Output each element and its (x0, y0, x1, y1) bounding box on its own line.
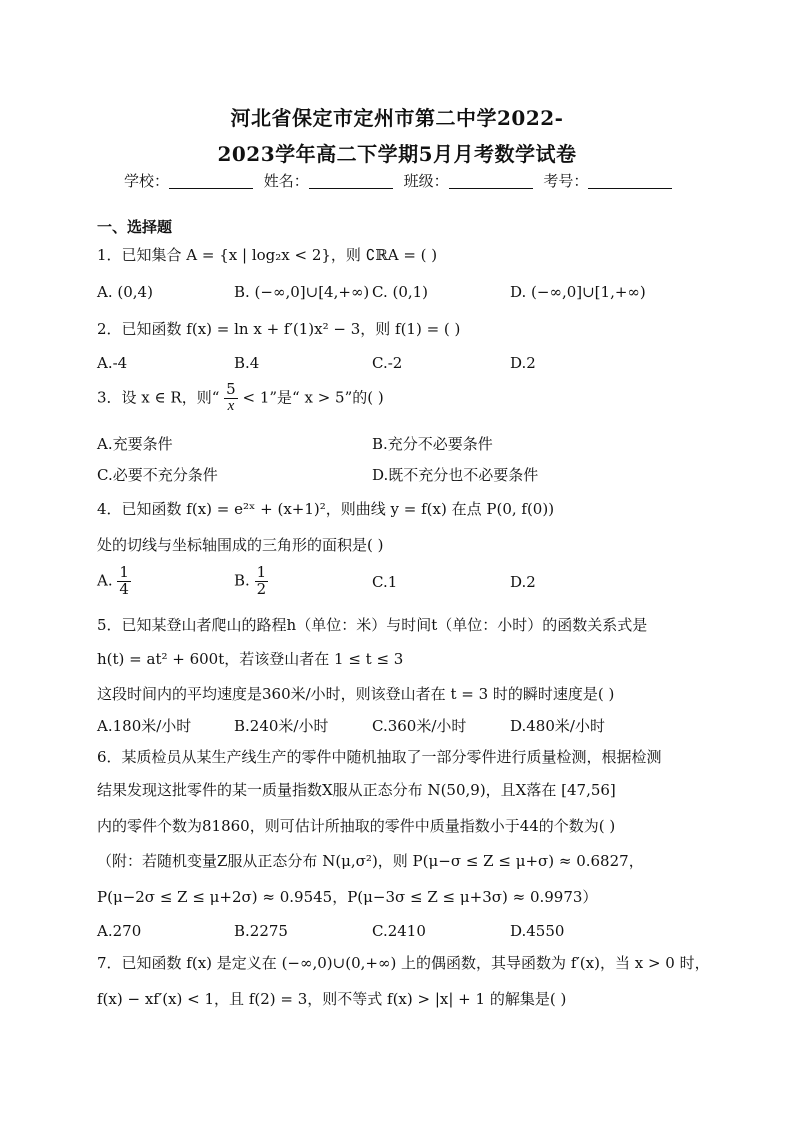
question-3-stem (97, 382, 384, 415)
name-label: 姓名： (263, 172, 309, 190)
q6-option-c[interactable]: C.2410 (372, 922, 426, 940)
q3-option-a[interactable]: A.充要条件 (97, 435, 173, 453)
q3-frac-num: 5 (226, 380, 236, 398)
question-5-stem-cont2: 这段时间内的平均速度是360米/小时，则该登山者在 t = 3 时的瞬时速度是( ) (97, 685, 615, 703)
q6-option-a[interactable]: A.270 (97, 922, 142, 940)
question-4-stem: 4．已知函数 f(x) = e²ˣ + (x+1)²，则曲线 y = f(x) 在点 P(0, f(0)) (97, 500, 555, 518)
exam-number-blank[interactable] (588, 188, 672, 189)
q2-option-a[interactable]: A.-4 (97, 354, 128, 372)
q3-fraction (224, 382, 238, 415)
q3-option-b[interactable]: B.充分不必要条件 (372, 435, 493, 453)
question-7-stem: 7．已知函数 f(x) 是定义在 (−∞,0)∪(0,+∞) 上的偶函数，其导函数为 f′(x)，当 x > 0 时， (97, 954, 710, 972)
q4-a-num: 1 (119, 563, 129, 581)
exam-title-line1: 河北省保定市定州市第二中学2022- (230, 106, 564, 130)
exam-number-label: 考号： (543, 172, 589, 190)
school-label: 学校： (124, 172, 170, 190)
q4-option-a[interactable] (97, 565, 131, 598)
q5-option-c[interactable]: C.360米/小时 (372, 717, 467, 735)
q3-stem-prefix: 3．设 x ∈ R，则“ (97, 388, 220, 407)
q4-option-a-label: A. (97, 571, 113, 590)
q4-option-b-fraction (255, 565, 269, 598)
q3-option-c[interactable]: C.必要不充分条件 (97, 466, 218, 484)
q4-option-a-fraction (117, 565, 131, 598)
question-6-stem-cont: 结果发现这批零件的某一质量指数X服从正态分布 N(50,9)，且X落在 [47,56] (97, 781, 616, 799)
q3-frac-den: x (227, 397, 235, 414)
student-info-line (124, 170, 684, 191)
q2-option-b[interactable]: B.4 (234, 354, 260, 372)
question-5-stem: 5．已知某登山者爬山的路程h（单位：米）与时间t（单位：小时）的函数关系式是 (97, 616, 648, 634)
q5-option-b[interactable]: B.240米/小时 (234, 717, 329, 735)
q4-option-b-label: B. (234, 571, 250, 590)
question-6-stem-cont2: 内的零件个数为81860，则可估计所抽取的零件中质量指数小于44的个数为( ) (97, 817, 616, 835)
q2-option-d[interactable]: D.2 (510, 354, 536, 372)
q6-option-d[interactable]: D.4550 (510, 922, 565, 940)
q6-option-b[interactable]: B.2275 (234, 922, 288, 940)
q1-option-a[interactable]: A. (0,4) (97, 283, 153, 301)
class-blank[interactable] (449, 188, 533, 189)
question-6-note-cont: P(μ−2σ ≤ Z ≤ μ+2σ) ≈ 0.9545，P(μ−3σ ≤ Z ≤ μ+3σ) ≈ 0.9973） (97, 888, 598, 906)
question-7-stem-cont: f(x) − xf′(x) < 1，且 f(2) = 3，则不等式 f(x) > |x| + 1 的解集是( ) (97, 990, 567, 1008)
q4-option-c[interactable]: C.1 (372, 573, 398, 591)
question-5-stem-cont: h(t) = at² + 600t，若该登山者在 1 ≤ t ≤ 3 (97, 650, 404, 668)
class-label: 班级： (403, 172, 449, 190)
q4-option-b[interactable] (234, 565, 268, 598)
question-1-stem: 1．已知集合 A = {x | log₂x < 2}，则 ∁ℝA = ( ) (97, 246, 438, 264)
q4-b-num: 1 (256, 563, 267, 581)
exam-title-line2: 2023学年高二下学期5月月考数学试卷 (217, 142, 577, 166)
question-6-stem: 6．某质检员从某生产线生产的零件中随机抽取了一部分零件进行质量检测，根据检测 (97, 748, 662, 766)
q5-option-d[interactable]: D.480米/小时 (510, 717, 605, 735)
question-2-stem: 2．已知函数 f(x) = ln x + f′(1)x² − 3，则 f(1) = ( ) (97, 320, 461, 338)
section-heading: 一、选择题 (97, 218, 173, 236)
question-6-note: （附：若随机变量Z服从正态分布 N(μ,σ²)，则 P(μ−σ ≤ Z ≤ μ+σ) ≈ 0.6827， (97, 852, 644, 870)
q3-option-d[interactable]: D.既不充分也不必要条件 (372, 466, 539, 484)
q3-stem-suffix: < 1”是“ x > 5”的( ) (242, 388, 384, 407)
q5-option-a[interactable]: A.180米/小时 (97, 717, 192, 735)
q4-option-d[interactable]: D.2 (510, 573, 536, 591)
q1-option-c[interactable]: C. (0,1) (372, 283, 429, 301)
q2-option-c[interactable]: C.-2 (372, 354, 403, 372)
question-4-stem-cont: 处的切线与坐标轴围成的三角形的面积是( ) (97, 536, 384, 554)
q1-option-d[interactable]: D. (−∞,0]∪[1,+∞) (510, 283, 646, 301)
q4-a-den: 4 (119, 579, 129, 598)
school-blank[interactable] (169, 188, 253, 189)
q4-b-den: 2 (256, 579, 267, 598)
name-blank[interactable] (309, 188, 393, 189)
q1-option-b[interactable]: B. (−∞,0]∪[4,+∞) (234, 283, 370, 301)
